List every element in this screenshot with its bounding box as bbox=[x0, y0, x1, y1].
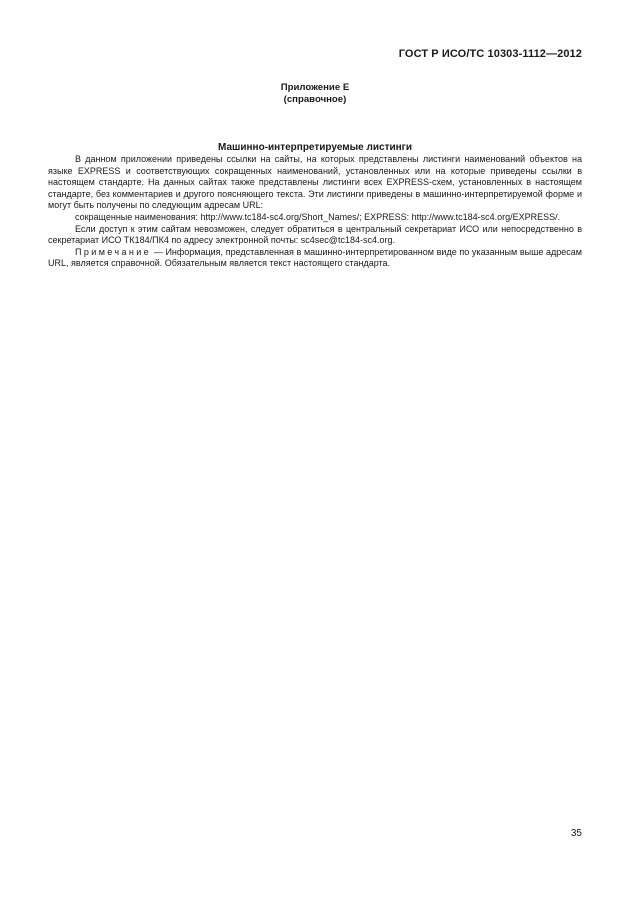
paragraph-intro: В данном приложении приведены ссылки на сайты, на которых представлены листинги наименований объектов на языке EXPRESS и соответствующих сокращенных наименований, установленных или на которые приведены ссылки в настоящем стандарте. На данных сайтах также представлены листинги всех EXPRESS-схем, установленных в настоящем стандарте, без комментариев и другого поясняющего текста. Эти листинги приведены в машинно-интерпретируемой форме и могут быть получены по следующим адресам URL: bbox=[48, 154, 582, 211]
note-label: Примечание bbox=[75, 246, 152, 257]
annex-heading bbox=[0, 82, 630, 106]
annex-subtitle: (справочное) bbox=[283, 94, 347, 105]
paragraph-urls: сокращенные наименования: http://www.tc184-sc4.org/Short_Names/; EXPRESS: http://www.tc184-sc4.org/EXPRESS/. bbox=[75, 211, 561, 222]
section-title: Машинно-интерпретируемые листинги bbox=[218, 142, 412, 153]
paragraph-contact: Если доступ к этим сайтам невозможен, следует обратиться в центральный секретариат ИСО или непосредственно в секретариат ИСО ТК184/ПК4 по адресу электронной почты: sc4sec@tc184-sc4.org. bbox=[48, 223, 582, 246]
note-text: — Информация, представленная в машинно-интерпретированном виде по указанным выше адресам URL, является справочной. Обязательным является текст настоящего стандарта. bbox=[48, 246, 582, 269]
body-text bbox=[48, 154, 582, 270]
note-paragraph bbox=[48, 247, 582, 270]
standard-code-header: ГОСТ Р ИСО/ТС 10303-1112—2012 bbox=[398, 48, 582, 60]
annex-title: Приложение Е bbox=[280, 82, 350, 93]
page-number: 35 bbox=[570, 828, 582, 839]
